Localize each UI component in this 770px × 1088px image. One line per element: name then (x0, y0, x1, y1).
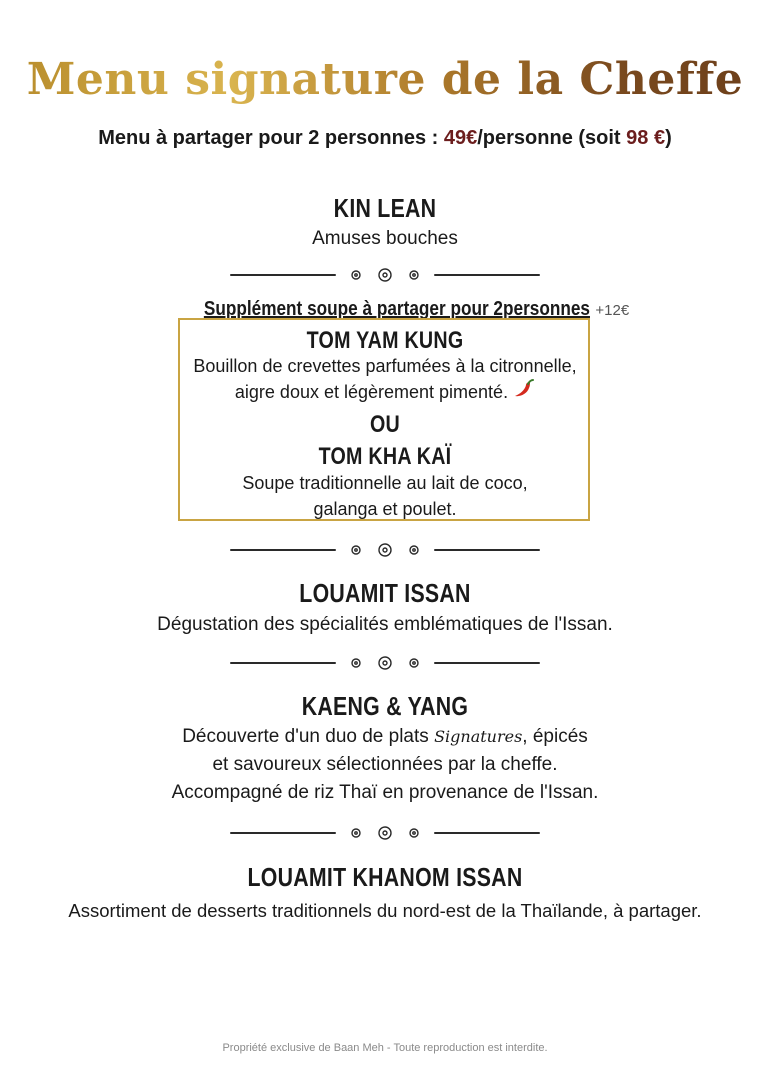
price-total: 98 € (626, 127, 666, 149)
signatures-script: Signatures (434, 727, 523, 746)
option-tom-yam-kung-desc-1: Bouillon de crevettes parfumées à la citronnelle, (193, 356, 577, 376)
or-separator: OU (369, 411, 401, 438)
option-tom-yam-kung-desc-2: aigre doux et légèrement pimenté. (234, 382, 509, 402)
supplement-label: Supplément soupe à partager pour 2personnes (203, 298, 590, 320)
chili-pepper-icon (513, 379, 535, 407)
price-per-person: 49€ (443, 127, 478, 149)
option-tom-yam-kung-title: TOM YAM KUNG (306, 327, 464, 354)
floral-divider-icon (0, 267, 770, 283)
kaeng-yang-desc-before: Découverte d'un duo de plats (182, 726, 429, 747)
subtitle-middle: /personne (soit (477, 127, 621, 149)
subtitle-prefix: Menu à partager pour 2 personnes : (98, 127, 439, 149)
kaeng-yang-desc-after: , épicés (522, 726, 588, 747)
course-kaeng-yang-title: KAENG & YANG (301, 691, 469, 721)
course-louamit-issan-title: LOUAMIT ISSAN (299, 578, 471, 608)
menu-subtitle (0, 124, 770, 152)
course-kin-lean-title: KIN LEAN (333, 193, 437, 223)
course-kaeng-yang-desc-1 (0, 723, 770, 750)
course-kaeng-yang-desc-2: et savoureux sélectionnées par la cheffe. (212, 754, 558, 775)
footer-copyright: Propriété exclusive de Baan Meh - Toute reproduction est interdite. (222, 1042, 548, 1054)
course-kin-lean-desc: Amuses bouches (312, 228, 458, 249)
supplement-price: +12€ (595, 302, 630, 319)
floral-divider-icon (0, 825, 770, 841)
option-tom-kha-kai-desc-1: Soupe traditionnelle au lait de coco, (242, 473, 528, 493)
course-louamit-khanom-issan-desc: Assortiment de desserts traditionnels du nord-est de la Thaïlande, à partager. (68, 900, 702, 921)
subtitle-suffix: ) (665, 127, 672, 149)
option-tom-kha-kai-title: TOM KHA KAÏ (318, 443, 452, 470)
course-louamit-khanom-issan-title: LOUAMIT KHANOM ISSAN (247, 862, 523, 892)
option-tom-kha-kai-desc-2: galanga et poulet. (313, 499, 457, 519)
floral-divider-icon (0, 542, 770, 558)
option-tom-yam-kung-desc-2-row (0, 379, 770, 407)
floral-divider-icon (0, 655, 770, 671)
menu-title: Menu signature de la Cheffe (0, 50, 770, 110)
course-louamit-issan-desc: Dégustation des spécialités emblématiques de l'Issan. (157, 614, 613, 635)
course-kaeng-yang-desc-3: Accompagné de riz Thaï en provenance de l'Issan. (171, 782, 599, 803)
